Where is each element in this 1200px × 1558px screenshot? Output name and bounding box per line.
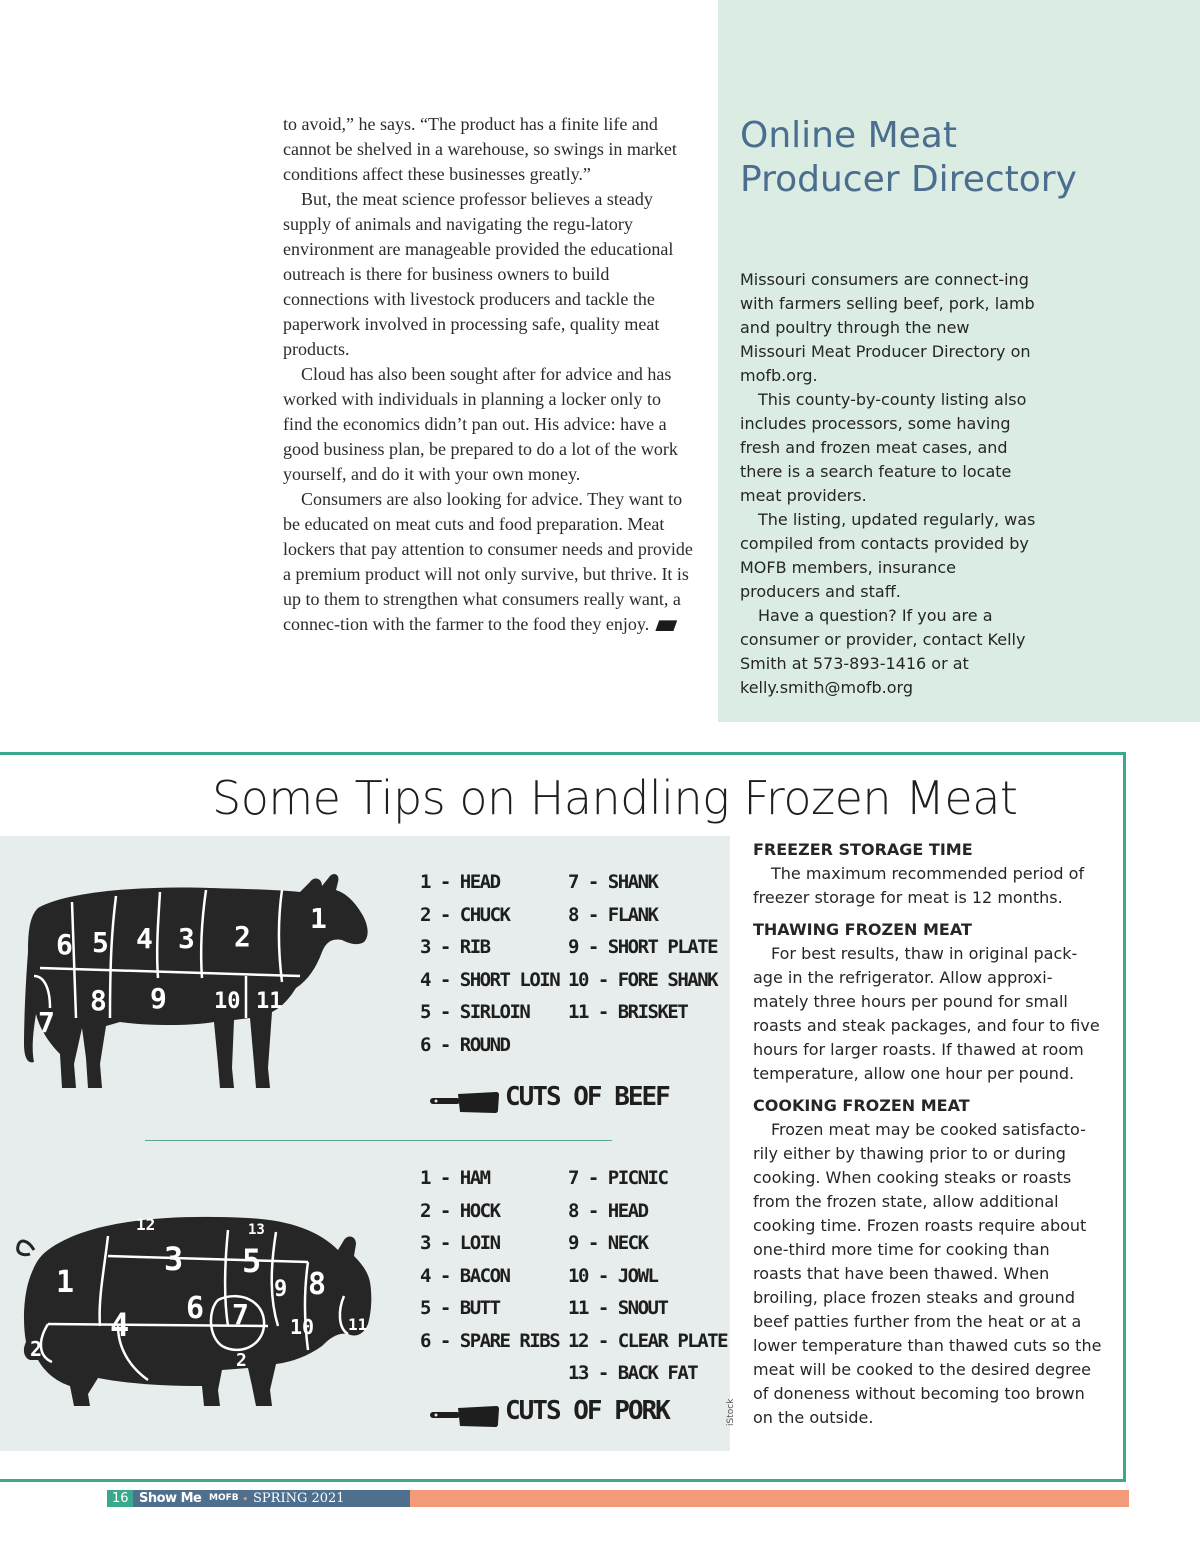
article-paragraph: But, the meat science professor believes a steady supply of animals and navigating the regu-latory environment are manageable provided the educational outreach is there for business owners to build connections with livestock producers and tackle the paperwork involved in processing safe, quality meat products. [283,189,674,359]
beef-cut-item: 8 - FLANK [568,903,658,926]
beef-cuts-column-2 [568,866,717,1029]
tips-title: Some Tips on Handling Frozen Meat [212,771,1018,825]
footer-accent-bar [410,1490,1129,1507]
pig-cut-number: 11 [348,1315,368,1334]
pig-cut-number: 10 [290,1315,315,1339]
cow-cut-number: 3 [178,922,195,955]
pig-cut-number: 6 [186,1291,205,1326]
sidebar-title: Online Meat Producer Directory [740,115,1077,200]
beef-label: CUTS OF BEEF [505,1082,669,1112]
pork-cut-item: 6 - SPARE RIBS [420,1329,560,1352]
pork-cut-item: 11 - SNOUT [568,1297,668,1319]
pork-cut-item: 4 - BACON [420,1264,510,1287]
tip-heading: THAWING FROZEN MEAT [753,920,972,939]
tip-heading: FREEZER STORAGE TIME [753,840,973,859]
beef-cut-item: 9 - SHORT PLATE [568,936,718,958]
pig-cut-number: 3 [164,1240,184,1278]
pig-cut-number: 7 [232,1298,249,1331]
pig-cut-number: 1 [56,1265,75,1300]
footer-separator: • [243,1491,248,1506]
pig-cut-number: 13 [248,1222,265,1238]
pork-cut-item: 9 - NECK [568,1232,648,1254]
pork-cut-item: 7 - PICNIC [568,1167,668,1189]
beef-cut-item: 2 - CHUCK [420,903,510,926]
sidebar-paragraph: Have a question? If you are a consumer or provider, contact Kelly Smith at 573-893-1416 or at kelly.smith@mofb.org [740,606,1026,697]
pork-cut-item: 3 - LOIN [420,1232,500,1254]
cow-cut-number: 1 [310,902,327,935]
article-paragraph: to avoid,” he says. “The product has a finite life and cannot be shelved in a warehouse, so swings in market conditions affect these businesses greatly.” [283,114,677,184]
page-number: 16 [112,1491,129,1506]
tips-text-column [753,838,1103,1438]
pig-cut-number: 2 [236,1350,247,1371]
pork-cut-item: 12 - CLEAR PLATE [568,1329,728,1352]
pork-cut-item: 2 - HOCK [420,1199,500,1222]
sidebar-paragraph: The listing, updated regularly, was compiled from contacts provided by MOFB members, insurance producers and staff. [740,510,1036,601]
tip-body: Frozen meat may be cooked satisfacto-rily either by thawing prior to or during cooking. When cooking steaks or roasts from the frozen state, allow additional cooking time. Frozen roasts require about one-third more time for cooking than roasts that have been thawed. When broiling, place frozen steaks and ground beef patties further from the heat or at a lower temperature than thawed cuts so the meat will be cooked to the desired degree of doneness without becoming too brown on the outside. [753,1120,1102,1427]
tip-body: The maximum recommended period of freezer storage for meat is 12 months. [753,864,1085,907]
beef-cuts-column-1 [420,866,559,1061]
beef-cut-item: 10 - FORE SHANK [568,968,718,991]
pork-cut-item: 1 - HAM [420,1167,490,1189]
beef-cut-item: 4 - SHORT LOIN [420,968,560,991]
beef-cut-item: 11 - BRISKET [568,1001,688,1023]
tip-body: For best results, thaw in original pack-age in the refrigerator. Allow approxi-mately three hours per pound for small roasts and steak packages, and four to five hours for larger roasts. If thawed at room temperature, allow one hour per pound. [753,944,1100,1083]
issue-label: SPRING 2021 [253,1491,345,1506]
tip-heading: COOKING FROZEN MEAT [753,1096,970,1115]
beef-cut-item: 5 - SIRLOIN [420,1001,530,1023]
cow-cut-number: 5 [92,926,109,959]
pork-label: CUTS OF PORK [505,1396,669,1426]
cleaver-icon [430,1402,500,1428]
pork-cuts-column-1 [420,1162,559,1357]
beef-cut-item: 6 - ROUND [420,1033,510,1056]
illustration-divider [145,1140,612,1141]
magazine-brand: Show Me [139,1491,202,1506]
article-paragraph-last [283,487,693,637]
beef-cut-item: 1 - HEAD [420,871,500,893]
pig-cut-number: 4 [110,1306,130,1344]
sidebar-body [740,268,1040,700]
beef-cut-item: 3 - RIB [420,936,490,958]
sidebar-paragraph: Missouri consumers are connect-ing with farmers selling beef, pork, lamb and poultry through the new Missouri Meat Producer Directory on mofb.org. [740,270,1035,385]
cow-cut-number: 10 [214,989,241,1014]
cow-cut-number: 4 [136,922,153,955]
cow-cut-number: 6 [56,928,73,961]
pig-cut-number: 12 [136,1215,156,1234]
beef-cut-item: 7 - SHANK [568,871,658,893]
pork-cuts-column-2 [568,1162,727,1390]
article-paragraph: Cloud has also been sought after for advice and has worked with individuals in planning a locker only to find the economics didn’t pan out. His advice: have a good business plan, be prepared to do a lot of the work yourself, and do it with your own money. [283,364,678,484]
footer-bar [107,1490,410,1507]
cleaver-icon [430,1088,500,1114]
pig-cut-number: 9 [274,1277,288,1302]
end-of-story-icon [655,620,677,631]
photo-credit: iStock [726,1398,736,1426]
pig-cut-number: 2 [30,1337,43,1361]
pig-cut-number: 8 [308,1267,327,1302]
pork-cut-item: 8 - HEAD [568,1199,648,1222]
cow-cut-number: 8 [90,984,107,1017]
directory-sidebar [718,0,1200,722]
pig-cut-number: 5 [242,1242,262,1280]
article-body [283,112,693,637]
pork-cut-item: 5 - BUTT [420,1297,500,1319]
pig-diagram [8,1210,378,1410]
pork-cut-item: 10 - JOWL [568,1264,658,1287]
sidebar-paragraph: This county-by-county listing also includes processors, some having fresh and frozen meat cases, and there is a search feature to locate meat providers. [740,390,1027,505]
cow-cut-number: 2 [234,920,251,953]
pork-cut-item: 13 - BACK FAT [568,1362,698,1384]
cow-cut-number: 11 [256,989,283,1014]
cow-cut-number: 9 [150,982,167,1015]
cow-diagram [10,868,380,1100]
magazine-brand-small: MOFB [209,1493,239,1503]
cow-cut-number: 7 [38,1006,55,1039]
article-paragraph-text: Consumers are also looking for advice. They want to be educated on meat cuts and food preparation. Meat lockers that pay attention to consumer needs and provide a premium product will not only survive, but thrive. It is up to them to strengthen what consumers really want, a connec-tion with the farmer to the food they enjoy. [283,489,693,634]
